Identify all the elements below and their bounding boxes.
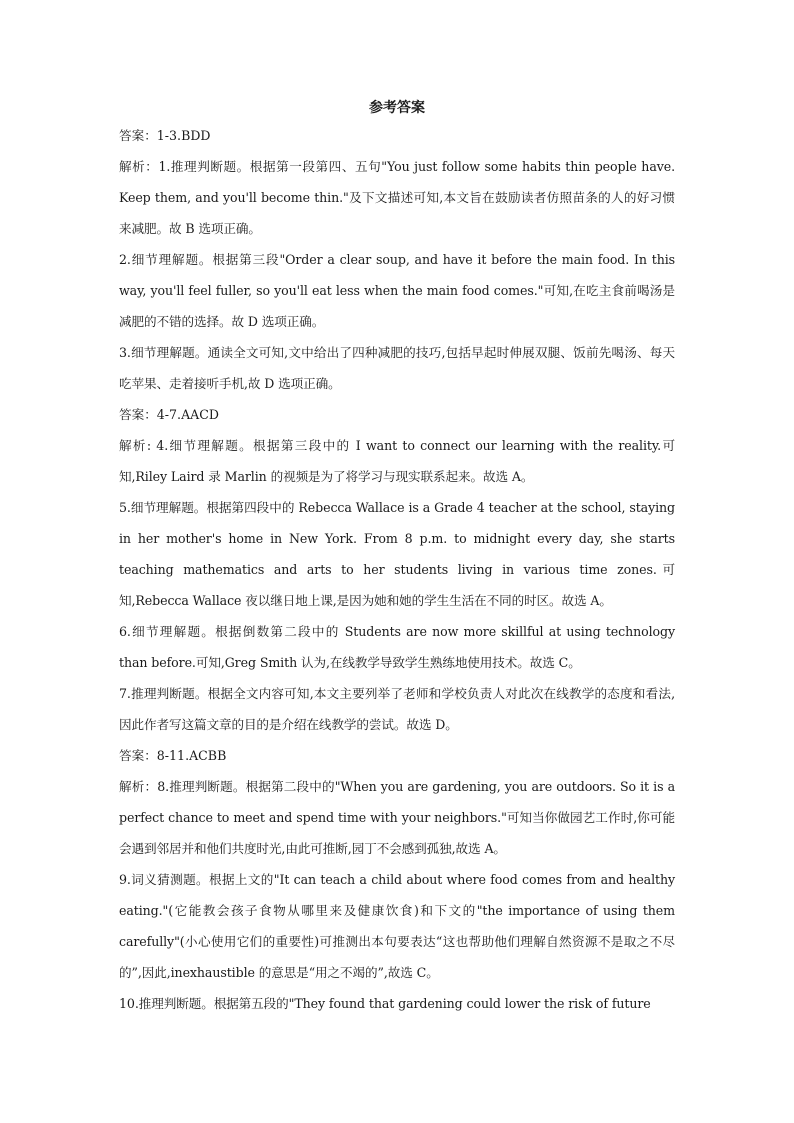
explanation-q6: 6.细节理解题。根据倒数第二段中的 Students are now more skillful at using technology than before.可知,Greg Smith 认为,在线教学导致学生熟练地使用技术。故选 C。 [119,624,675,670]
explanation-q1: 解析：1.推理判断题。根据第一段第四、五句"You just follow some habits thin people have. Keep them, and you'll become thin."及下文描述可知,本文旨在鼓励读者仿照苗条的人的好习惯来减肥。故 B 选项正确。 [119,159,675,236]
answer-line-8-11: 答案：8-11.ACBB [119,748,227,763]
explanation-q8: 解析：8.推理判断题。根据第二段中的"When you are gardening, you are outdoors. So it is a perfect chance to meet and spend time with your neighbors."可知当你做园艺工作时,你可能会遇到邻居并和他们共度时光,由此可推断,园丁不会感到孤独,故选 A。 [119,779,675,856]
explanation-q3: 3.细节理解题。通读全文可知,文中给出了四种减肥的技巧,包括早起时伸展双腿、饭前先喝汤、每天吃苹果、走着接听手机,故 D 选项正确。 [119,345,675,391]
explanation-q10: 10.推理判断题。根据第五段的"They found that gardening could lower the risk of future [119,996,651,1011]
explanation-q2: 2.细节理解题。根据第三段"Order a clear soup, and have it before the main food. In this way, you'll feel fuller, so you'll eat less when the main food comes."可知,在吃主食前喝汤是减肥的不错的选择。故 D 选项正确。 [119,252,675,329]
explanation-q5: 5.细节理解题。根据第四段中的 Rebecca Wallace is a Grade 4 teacher at the school, staying in her mother's home in New York. From 8 p.m. to midnight every day, she starts teaching mathematics and arts to her students living in various time zones.可知,Rebecca Wallace 夜以继日地上课,是因为她和她的学生生活在不同的时区。故选 A。 [119,500,675,608]
explanation-q7: 7.推理判断题。根据全文内容可知,本文主要列举了老师和学校负责人对此次在线教学的态度和看法,因此作者写这篇文章的目的是介绍在线教学的尝试。故选 D。 [119,686,675,732]
page-title: 参考答案 [369,100,425,116]
answer-line-4-7: 答案：4-7.AACD [119,407,219,422]
answer-key-page [119,96,675,1019]
answer-line-1-3: 答案：1-3.BDD [119,128,211,143]
explanation-q9: 9.词义猜测题。根据上文的"It can teach a child about where food comes from and healthy eating."(它能教会孩子食物从哪里来及健康饮食)和下文的"the importance of using them carefully"(小心使用它们的重要性)可推测出本句要表达“这也帮助他们理解自然资源不是取之不尽的”,因此,inexhaustible 的意思是“用之不竭的”,故选 C。 [119,872,675,980]
explanation-q4: 解析: 4.细节理解题。根据第三段中的 I want to connect our learning with the reality.可知,Riley Laird 录 Marlin 的视频是为了将学习与现实联系起来。故选 A。 [119,438,675,484]
